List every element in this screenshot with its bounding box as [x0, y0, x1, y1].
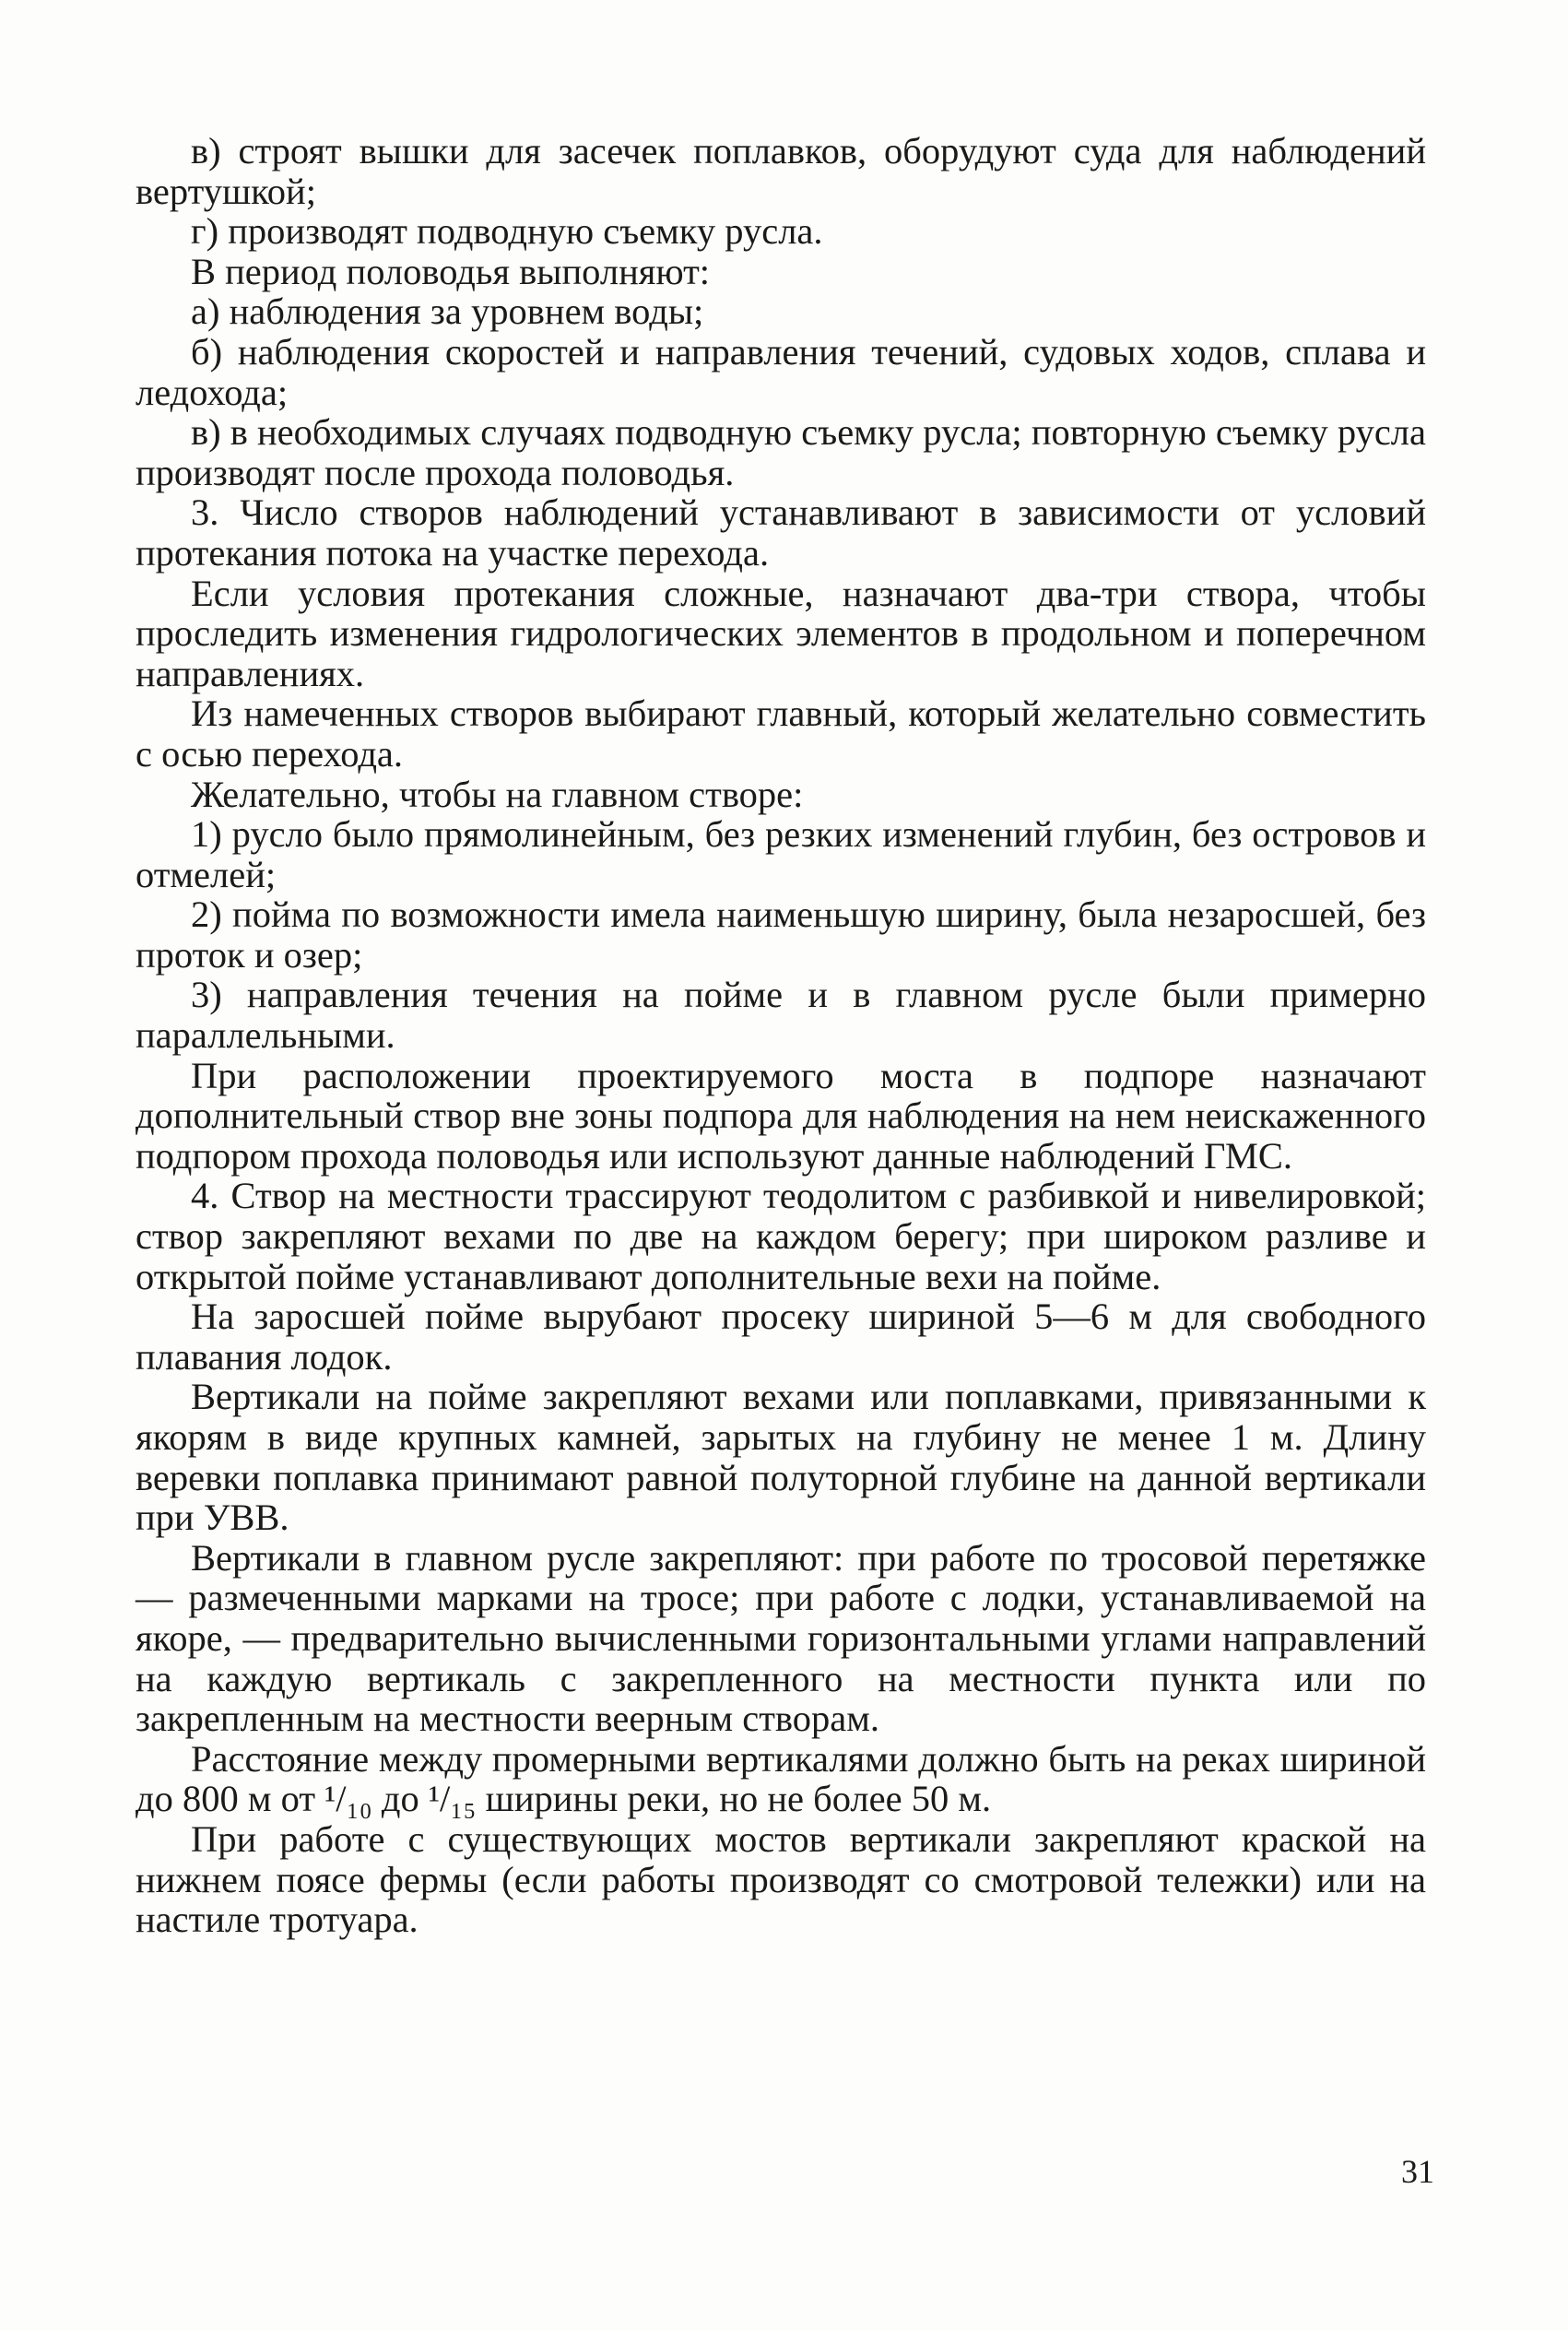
paragraph: Желательно, чтобы на главном створе: [191, 773, 804, 815]
paragraph: 3. Число створов наблюдений устанавливают в зависимости от условий протекания потока на участке перехода. [136, 491, 1426, 574]
paragraph: 3) направления течения на пойме и в главном русле были примерно параллельными. [136, 974, 1426, 1057]
paragraph: Вертикали на пойме закрепляют вехами или поплавками, привязанными к якорям в виде крупных камней, зарытых на глубину не менее 1 м. Длину веревки поплавка принимают равной полуторной глубине на данной вертикали при УВВ. [136, 1376, 1426, 1539]
paragraph: При расположении проектируемого моста в подпоре назначают дополнительный створ вне зоны подпора для наблюдения на нем неискаженного подпором прохода половодья или используют данные наблюдений ГМС. [136, 1054, 1426, 1177]
paragraph: При работе с существующих мостов вертикали закрепляют краской на нижнем поясе фермы (если работы производят со смотровой тележки) или на настиле тротуара. [136, 1817, 1426, 1941]
paragraph: На заросшей пойме вырубают просеку шириной 5—6 м для свободного плавания лодок. [136, 1296, 1426, 1378]
paragraph: Если условия протекания сложные, назначают два-три створа, чтобы проследить изменения гидрологических элементов в продольном и поперечном направлениях. [136, 572, 1426, 694]
body-text [136, 131, 1426, 1940]
paragraph: 2) пойма по возможности имела наименьшую ширину, была незаросшей, без проток и озер; [136, 893, 1426, 976]
paragraph: а) наблюдения за уровнем воды; [191, 290, 704, 333]
paragraph: г) производят подводную съемку русла. [191, 210, 823, 253]
paragraph: Вертикали в главном русле закрепляют: при работе по тросовой перетяжке — размеченными марками на тросе; при работе с лодки, устанавливаемой на якоре, — предварительно вычисленными горизонтальными углами направлений на каждую вертикаль с закрепленного на местности пункта или по закрепленным на местности веерным створам. [136, 1536, 1426, 1740]
paragraph: Из намеченных створов выбирают главный, который желательно совместить с осью перехода. [136, 692, 1426, 775]
paragraph: 4. Створ на местности трассируют теодолитом с разбивкой и нивелировкой; створ закрепляют вехами по две на каждом берегу; при широком разливе и открытой пойме устанавливают дополнительные вехи на пойме. [136, 1175, 1426, 1297]
paragraph: б) наблюдения скоростей и направления течений, судовых ходов, сплава и ледохода; [136, 330, 1426, 413]
paragraph: в) строят вышки для засечек поплавков, оборудуют суда для наблюдений вертушкой; [136, 130, 1426, 212]
paragraph: 1) русло было прямолинейным, без резких изменений глубин, без островов и отмелей; [136, 813, 1426, 895]
page-number: 31 [1401, 2153, 1434, 2190]
paragraph: В период половодья выполняют: [191, 250, 711, 292]
paragraph: в) в необходимых случаях подводную съемку русла; повторную съемку русла производят после прохода половодья. [136, 411, 1426, 493]
paragraph: Расстояние между промерными вертикалями должно быть на реках шириной до 800 м от ¹/₁₀ до ¹/₁₅ ширины реки, но не более 50 м. [136, 1737, 1426, 1820]
